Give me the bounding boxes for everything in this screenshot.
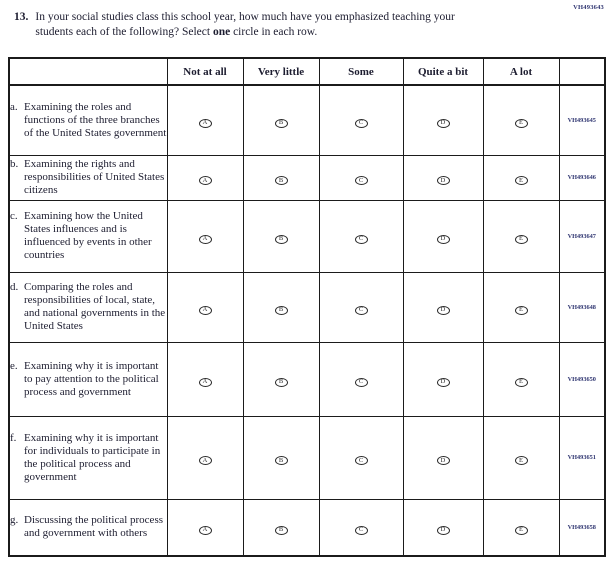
row-letter: a. <box>10 100 18 113</box>
row-letter: d. <box>10 281 19 293</box>
option-cell <box>243 85 319 155</box>
answer-circle-d[interactable]: D <box>437 119 450 128</box>
row-accession-code: VH493650 <box>559 342 605 416</box>
answer-circle-c[interactable]: C <box>355 176 368 185</box>
option-cell <box>167 200 243 272</box>
column-header-a-lot: A lot <box>483 58 559 85</box>
row-letter: b. <box>10 158 19 170</box>
option-cell <box>403 416 483 499</box>
row-statement-text: Discussing the political process and government with others <box>24 514 164 540</box>
header-empty-cell <box>9 58 167 85</box>
item-statement-d <box>9 272 167 342</box>
answer-circle-c[interactable]: C <box>355 526 368 535</box>
answer-circle-d[interactable]: D <box>437 456 450 465</box>
row-letter: g. <box>10 514 19 527</box>
option-cell <box>319 499 403 556</box>
option-cell <box>319 342 403 416</box>
header-code-cell <box>559 58 605 85</box>
option-cell <box>167 499 243 556</box>
option-cell <box>483 342 559 416</box>
option-cell <box>403 200 483 272</box>
option-cell <box>483 85 559 155</box>
row-letter: e. <box>10 359 18 372</box>
option-cell <box>319 155 403 200</box>
answer-circle-c[interactable]: C <box>355 119 368 128</box>
answer-circle-a[interactable]: A <box>199 176 212 185</box>
question-text-bold: one <box>212 25 231 38</box>
answer-circle-b[interactable]: B <box>275 119 288 128</box>
option-cell <box>243 499 319 556</box>
answer-circle-b[interactable]: B <box>275 456 288 465</box>
column-header-some: Some <box>319 58 403 85</box>
option-cell <box>403 342 483 416</box>
question-number: 13. <box>14 11 29 23</box>
item-statement-c <box>9 200 167 272</box>
table-row-f <box>9 416 605 499</box>
column-header-not-at-all: Not at all <box>167 58 243 85</box>
answer-circle-b[interactable]: B <box>275 526 288 535</box>
option-cell <box>319 200 403 272</box>
answer-circle-a[interactable]: A <box>199 456 212 465</box>
answer-circle-b[interactable]: B <box>275 176 288 185</box>
answer-circle-e[interactable]: E <box>515 176 528 185</box>
row-accession-code: VH493645 <box>559 85 605 155</box>
option-cell <box>483 200 559 272</box>
item-statement-g <box>9 499 167 556</box>
answer-circle-d[interactable]: D <box>437 306 450 315</box>
answer-circle-d[interactable]: D <box>437 176 450 185</box>
option-cell <box>243 272 319 342</box>
answer-circle-e[interactable]: E <box>515 456 528 465</box>
answer-circle-c[interactable]: C <box>355 235 368 244</box>
answer-circle-c[interactable]: C <box>355 456 368 465</box>
row-accession-code: VH493647 <box>559 200 605 272</box>
row-statement-text: Comparing the roles and responsibilities of local, state, and national governments in the United States <box>24 281 166 332</box>
answer-circle-a[interactable]: A <box>199 235 212 244</box>
table-row-e <box>9 342 605 416</box>
option-cell <box>243 200 319 272</box>
option-cell <box>167 342 243 416</box>
answer-circle-b[interactable]: B <box>275 235 288 244</box>
option-cell <box>167 85 243 155</box>
option-cell <box>319 416 403 499</box>
option-cell <box>483 499 559 556</box>
option-cell <box>483 155 559 200</box>
option-cell <box>483 272 559 342</box>
page-accession-code: VH493643 <box>573 4 604 11</box>
answer-circle-a[interactable]: A <box>199 378 212 387</box>
option-cell <box>403 272 483 342</box>
answer-circle-a[interactable]: A <box>199 119 212 128</box>
option-cell <box>483 416 559 499</box>
option-cell <box>243 416 319 499</box>
row-statement-text: Examining the rights and responsibilities of United States citizens <box>24 158 165 196</box>
option-cell <box>167 272 243 342</box>
table-row-c <box>9 200 605 272</box>
row-statement-text: Examining the roles and functions of the three branches of the United States government <box>24 100 167 139</box>
answer-circle-c[interactable]: C <box>355 306 368 315</box>
row-letter: c. <box>10 210 18 222</box>
option-cell <box>403 155 483 200</box>
response-matrix-table <box>8 57 606 557</box>
row-letter: f. <box>10 431 17 444</box>
answer-circle-e[interactable]: E <box>515 235 528 244</box>
question-text <box>35 10 487 39</box>
header-row <box>9 58 605 85</box>
answer-circle-a[interactable]: A <box>199 306 212 315</box>
option-cell <box>167 155 243 200</box>
question-text-part2: circle in each row. <box>233 25 318 38</box>
answer-circle-a[interactable]: A <box>199 526 212 535</box>
row-accession-code: VH493651 <box>559 416 605 499</box>
option-cell <box>243 342 319 416</box>
row-accession-code: VH493646 <box>559 155 605 200</box>
answer-circle-e[interactable]: E <box>515 526 528 535</box>
item-statement-b <box>9 155 167 200</box>
option-cell <box>319 272 403 342</box>
table-row-b <box>9 155 605 200</box>
option-cell <box>319 85 403 155</box>
answer-circle-b[interactable]: B <box>275 306 288 315</box>
item-statement-e <box>9 342 167 416</box>
answer-circle-d[interactable]: D <box>437 526 450 535</box>
row-statement-text: Examining why it is important to pay attention to the political process and government <box>24 359 159 398</box>
table-row-a <box>9 85 605 155</box>
option-cell <box>403 499 483 556</box>
option-cell <box>167 416 243 499</box>
row-accession-code: VH493648 <box>559 272 605 342</box>
item-statement-f <box>9 416 167 499</box>
column-header-quite-a-bit: Quite a bit <box>403 58 483 85</box>
answer-circle-e[interactable]: E <box>515 306 528 315</box>
item-statement-a <box>9 85 167 155</box>
row-statement-text: Examining how the United States influences and is influenced by events in other countries <box>24 210 152 261</box>
answer-circle-e[interactable]: E <box>515 119 528 128</box>
answer-circle-c[interactable]: C <box>355 378 368 387</box>
option-cell <box>403 85 483 155</box>
row-statement-text: Examining why it is important for individuals to participate in the political process and government <box>24 431 161 483</box>
row-accession-code: VH493658 <box>559 499 605 556</box>
answer-circle-e[interactable]: E <box>515 378 528 387</box>
question-block <box>14 10 514 39</box>
answer-circle-d[interactable]: D <box>437 378 450 387</box>
table-row-d <box>9 272 605 342</box>
question-text-part1: In your social studies class this school year, how much have you emphasized teaching your students each of the following? Select <box>35 11 455 38</box>
option-cell <box>243 155 319 200</box>
column-header-very-little: Very little <box>243 58 319 85</box>
answer-circle-d[interactable]: D <box>437 235 450 244</box>
table-row-g <box>9 499 605 556</box>
answer-circle-b[interactable]: B <box>275 378 288 387</box>
